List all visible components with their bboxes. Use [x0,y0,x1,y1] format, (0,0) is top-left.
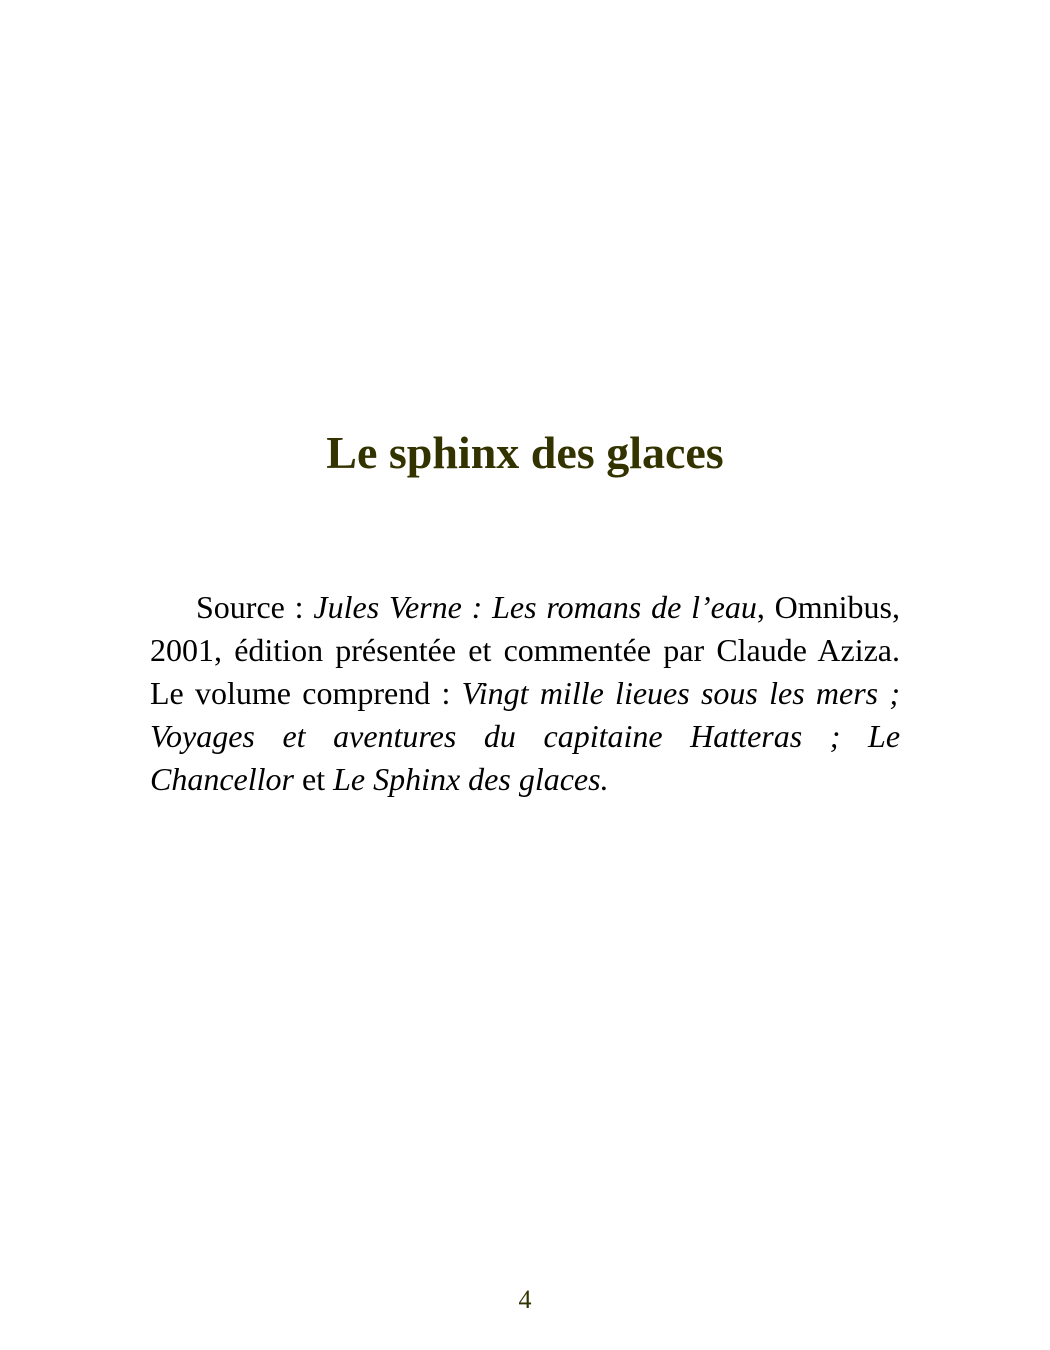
included-title-2: Voyages et aventures du capitaine Hatteras ; [150,718,841,754]
source-details: , Omnibus, 2001, édition présentée et commentée par Claude Aziza. Le volume comprend : [150,589,901,711]
included-title-3: Le Chancellor [150,718,901,797]
included-title-1: Vingt mille lieues sous les mers ; [461,675,901,711]
included-title-4: Le Sphinx des glaces. [333,761,609,797]
source-label: Source : [196,589,304,625]
source-work: Jules Verne : Les romans de l’eau [313,589,757,625]
page-title: Le sphinx des glaces [326,427,724,478]
source-paragraph [150,586,900,801]
page-number: 4 [518,1285,532,1314]
conjunction: et [301,761,326,797]
